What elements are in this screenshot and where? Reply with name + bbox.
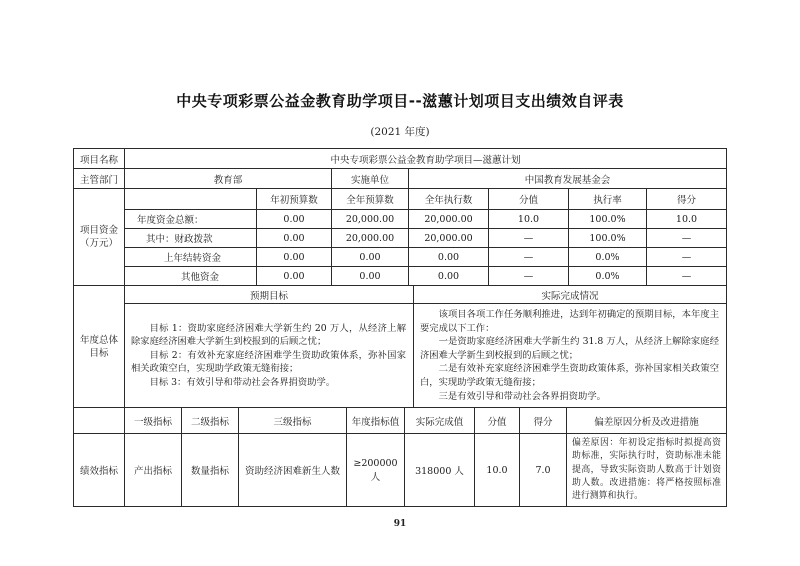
goals-table <box>73 285 727 408</box>
expected-goal-1: 目标 1：资助家庭经济困难大学新生约 20 万人，从经济上解除家庭经济困难大学新生到校报到的后顾之忧； <box>131 322 406 348</box>
page-number: 91 <box>393 519 407 530</box>
document-title: 中央专项彩票公益金教育助学项目--滋蕙计划项目支出绩效自评表 <box>176 92 624 110</box>
indicator-level3-cell: 资助经济困难新生人数 <box>239 434 347 507</box>
deviation-analysis-cell <box>567 434 727 507</box>
funds-cell: 0.0% <box>569 267 647 286</box>
funds-row-label: 年度资金总额： <box>125 210 257 229</box>
actual-completion-3: 三是有效引导和带动社会各界捐资助学。 <box>438 390 606 402</box>
col-header-points: 分值 <box>489 189 569 210</box>
funds-cell: 20,000.00 <box>332 210 409 229</box>
expected-goal-2: 目标 2：有效补充家庭经济困难学生资助政策体系，弥补国家相关政策空白，实现助学政策无缝衔接； <box>131 349 406 375</box>
funds-cell: 20,000.00 <box>409 210 489 229</box>
dept-value: 教育部 <box>124 169 331 189</box>
funds-cell: 0.00 <box>257 210 332 229</box>
funds-cell: 0.00 <box>332 267 409 286</box>
funds-row-carryover <box>74 248 727 267</box>
funds-section-label <box>74 189 125 286</box>
actual-completion-header: 实际完成情况 <box>414 286 727 304</box>
indicator-target-cell: ≥200000 人 <box>347 434 405 507</box>
funds-cell: 100.0% <box>569 210 647 229</box>
col-header-actual-value: 实际完成值 <box>405 408 475 434</box>
funds-cell: — <box>647 229 727 248</box>
unit-label: 实施单位 <box>331 169 408 189</box>
col-header-execution-rate: 执行率 <box>569 189 647 210</box>
funds-row-other <box>74 267 727 286</box>
funds-table <box>73 188 727 286</box>
col-header-level3: 三级指标 <box>239 408 347 434</box>
indicators-blank-cell <box>74 408 125 434</box>
project-info-table <box>73 148 727 189</box>
funds-cell: 20,000.00 <box>332 229 409 248</box>
funds-cell: 0.00 <box>409 248 489 267</box>
goals-content-row <box>74 304 727 408</box>
col-header-deviation: 偏差原因分析及改进措施 <box>567 408 727 434</box>
actual-completion-2: 二是有效补充家庭经济困难学生资助政策体系，弥补国家相关政策空白，实现助学政策无缝衔接； <box>420 363 719 388</box>
col-header-level2: 二级指标 <box>182 408 239 434</box>
funds-section-label-line1: 项目资金 <box>79 225 118 236</box>
goals-header-row <box>74 286 727 304</box>
col-header-initial-budget: 年初预算数 <box>257 189 332 210</box>
funds-row-fiscal <box>74 229 727 248</box>
funds-cell: 0.00 <box>257 248 332 267</box>
funds-cell: 0.0% <box>569 248 647 267</box>
goals-section-label-line1: 年度总体 <box>79 334 118 346</box>
deviation-analysis-text: 偏差原因：年初设定指标时拟提高资助标准，实际执行时，资助标准未能提高，导致实际资助人数高于计划资助人数。改进措施：将严格按照标准进行测算和执行。 <box>572 438 721 501</box>
funds-cell: 0.00 <box>409 267 489 286</box>
actual-completion-intro: 该项目各项工作任务顺利推进，达到年初确定的预期目标，本年度主要完成以下工作： <box>420 309 719 334</box>
funds-section-label-line2: （万元） <box>79 238 118 249</box>
expected-goals-cell <box>125 304 414 408</box>
funds-cell: 10.0 <box>647 210 727 229</box>
unit-value: 中国教育发展基金会 <box>408 169 726 189</box>
indicator-level1-cell: 产出指标 <box>125 434 182 507</box>
funds-blank-cell <box>125 189 257 210</box>
col-header-level1: 一级指标 <box>125 408 182 434</box>
funds-row-label: 上年结转资金 <box>125 248 257 267</box>
funds-cell: 0.00 <box>332 248 409 267</box>
table-row <box>73 169 726 189</box>
indicator-actual-cell: 318000 人 <box>405 434 475 507</box>
document-subtitle: (2021 年度) <box>370 126 430 138</box>
expected-goal-3: 目标 3：有效引导和带动社会各界捐资助学。 <box>149 376 336 388</box>
col-header-score: 得分 <box>647 189 727 210</box>
funds-row-label: 其中：财政拨款 <box>125 229 257 248</box>
indicator-level2-cell: 数量指标 <box>182 434 239 507</box>
indicators-section-label: 绩效指标 <box>74 434 125 507</box>
evaluation-table <box>0 148 800 507</box>
funds-cell: 20,000.00 <box>409 229 489 248</box>
funds-cell: 10.0 <box>489 210 569 229</box>
col-header-score: 得分 <box>520 408 567 434</box>
funds-cell: — <box>489 267 569 286</box>
funds-cell: — <box>489 248 569 267</box>
funds-row-label: 其他资金 <box>125 267 257 286</box>
indicators-table <box>73 407 727 507</box>
funds-cell: — <box>647 267 727 286</box>
project-name-label: 项目名称 <box>73 149 124 169</box>
col-header-annual-execution: 全年执行数 <box>409 189 489 210</box>
goals-section-label-line2: 目标 <box>89 347 109 359</box>
funds-row-total <box>74 210 727 229</box>
indicator-points-cell: 10.0 <box>475 434 520 507</box>
actual-completion-cell <box>414 304 727 408</box>
indicators-data-row <box>74 434 727 507</box>
funds-cell: — <box>647 248 727 267</box>
col-header-points: 分值 <box>475 408 520 434</box>
funds-header-row <box>74 189 727 210</box>
actual-completion-1: 一是资助家庭经济困难大学新生约 31.8 万人，从经济上解除家庭经济困难大学新生到校报到的后顾之忧； <box>420 336 719 361</box>
expected-goals-header: 预期目标 <box>125 286 414 304</box>
funds-cell: 100.0% <box>569 229 647 248</box>
col-header-target-value: 年度指标值 <box>347 408 405 434</box>
funds-cell: — <box>489 229 569 248</box>
table-row <box>73 149 726 169</box>
funds-cell: 0.00 <box>257 229 332 248</box>
goals-section-label <box>74 286 125 408</box>
dept-label: 主管部门 <box>73 169 124 189</box>
indicator-score-cell: 7.0 <box>520 434 567 507</box>
col-header-annual-budget: 全年预算数 <box>332 189 409 210</box>
indicators-header-row <box>74 408 727 434</box>
funds-cell: 0.00 <box>257 267 332 286</box>
project-name-value: 中央专项彩票公益金教育助学项目—滋蕙计划 <box>124 149 726 169</box>
